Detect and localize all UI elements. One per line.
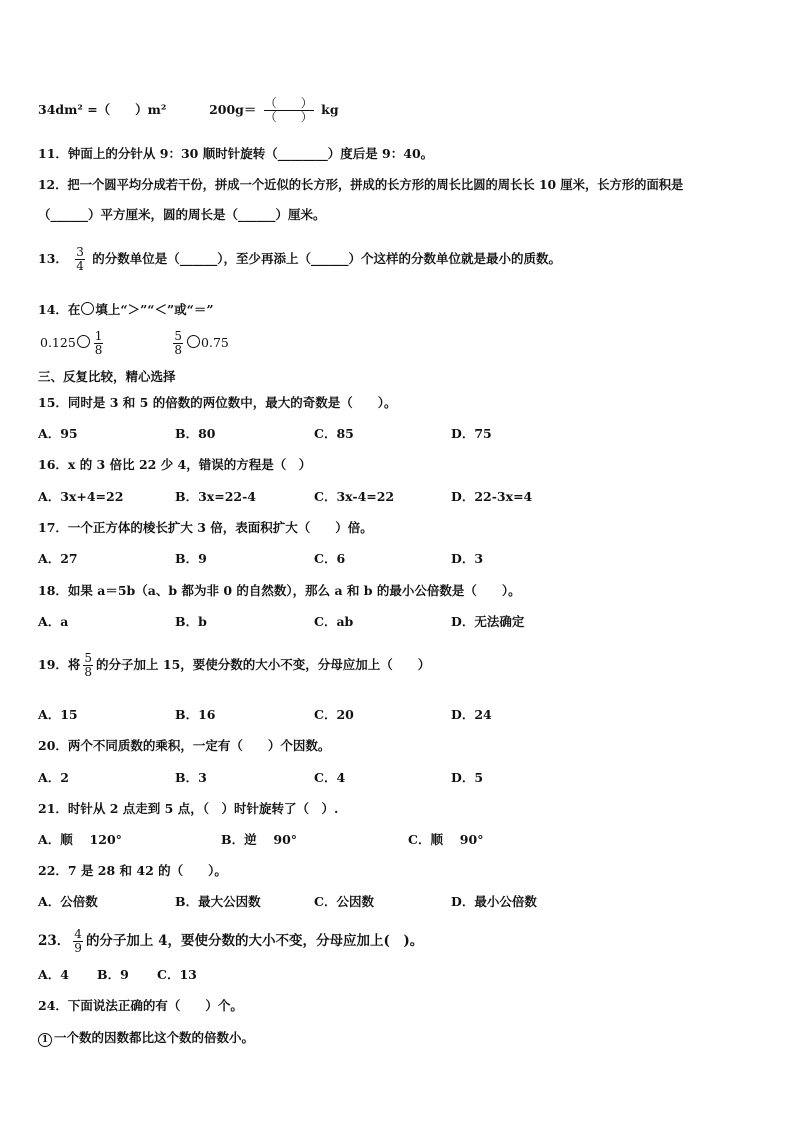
q23-fraction	[73, 928, 83, 955]
q16-option-a[interactable]: A．3x+4=22	[38, 489, 124, 504]
q14-expr1-denominator: 8	[94, 343, 103, 357]
q23-suffix: 的分子加上 4，要使分数的大小不变，分母应加上( )。	[85, 933, 424, 949]
q16-option-c[interactable]: C．3x-4=22	[314, 489, 395, 504]
q22-option-c[interactable]: C．公因数	[314, 894, 374, 909]
q16-option-d[interactable]: D．22-3x=4	[451, 489, 533, 504]
question-13-line	[38, 246, 561, 273]
q13-prefix: 13．	[38, 251, 68, 266]
q18-option-c[interactable]: C．ab	[314, 614, 354, 629]
q17-option-c[interactable]: C．6	[314, 551, 346, 566]
question-21-options	[38, 832, 758, 848]
question-23-line	[38, 928, 423, 955]
question-14-title	[38, 302, 214, 318]
q20-option-b[interactable]: B．3	[175, 770, 207, 785]
question-18: 18．如果 a＝5b（a、b 都为非 0 的自然数），那么 a 和 b 的最小公倍数是（ ）。	[38, 583, 521, 598]
q10-part2-suffix: kg	[321, 102, 339, 117]
q15-option-b[interactable]: B．80	[175, 426, 216, 441]
q14-expr2-denominator: 8	[174, 343, 183, 357]
q14-expr1-left: 0.125	[40, 335, 76, 350]
q13-fraction-numerator: 3	[76, 245, 84, 259]
q19-option-a[interactable]: A．15	[38, 707, 78, 722]
q18-option-b[interactable]: B．b	[175, 614, 207, 629]
question-17: 17．一个正方体的棱长扩大 3 倍，表面积扩大（ ）倍。	[38, 520, 373, 535]
q14-expr1-fraction	[94, 330, 104, 357]
q19-fraction	[83, 652, 93, 679]
question-21: 21．时针从 2 点走到 5 点，（ ）时针旋转了（ ）.	[38, 801, 339, 816]
question-10-line	[38, 97, 339, 124]
q19-option-d[interactable]: D．24	[451, 707, 492, 722]
question-19-line	[38, 652, 430, 679]
question-12-line-1: 12．把一个圆平均分成若干份，拼成一个近似的长方形，拼成的长方形的周长比圆的周长长 10 厘米，长方形的面积是	[38, 177, 684, 192]
q14-title-b: 填上“＞”“＜”或“＝”	[95, 302, 214, 317]
q19-prefix: 19．将	[38, 657, 81, 672]
q14-expr1-numerator: 1	[94, 329, 103, 343]
question-19-options	[38, 707, 758, 723]
q10-fraction-denominator: （ ）	[264, 110, 313, 124]
q21-option-a[interactable]: A．顺 120°	[38, 832, 122, 847]
q20-option-a[interactable]: A．2	[38, 770, 69, 785]
statement-1-text: 一个数的因数都比这个数的倍数小。	[54, 1030, 255, 1045]
q13-fraction	[75, 246, 85, 273]
question-22: 22．7 是 28 和 42 的（ ）。	[38, 863, 227, 878]
question-15: 15．同时是 3 和 5 的倍数的两位数中，最大的奇数是（ ）。	[38, 395, 397, 410]
question-24: 24．下面说法正确的有（ ）个。	[38, 998, 243, 1013]
q14-expr2-numerator: 5	[174, 329, 183, 343]
q15-option-c[interactable]: C．85	[314, 426, 354, 441]
q13-suffix: 的分数单位是（______），至少再添上（______）个这样的分数单位就是最小的质数。	[92, 251, 562, 266]
q17-option-b[interactable]: B．9	[175, 551, 207, 566]
q19-option-b[interactable]: B．16	[175, 707, 216, 722]
q18-option-a[interactable]: A．a	[38, 614, 69, 629]
q10-part2-prefix: 200g＝	[209, 102, 257, 117]
q23-option-b[interactable]: B．9	[97, 967, 129, 982]
question-17-options	[38, 551, 758, 567]
q16-option-b[interactable]: B．3x=22-4	[175, 489, 256, 504]
question-23-options	[38, 967, 338, 983]
question-11: 11．钟面上的分针从 9：30 顺时针旋转（________）度后是 9：40。	[38, 146, 434, 161]
q19-fraction-denominator: 8	[84, 665, 93, 679]
q17-option-a[interactable]: A．27	[38, 551, 78, 566]
q17-option-d[interactable]: D．3	[451, 551, 484, 566]
q13-fraction-denominator: 4	[76, 259, 84, 273]
q23-option-a[interactable]: A．4	[38, 967, 69, 982]
compare-circle-1-icon[interactable]	[77, 335, 90, 348]
section-3-heading: 三、反复比较，精心选择	[38, 369, 176, 384]
question-20-options	[38, 770, 758, 786]
q14-title-a: 14．在	[38, 302, 81, 317]
circled-number-1-icon: 1	[38, 1033, 52, 1047]
q19-suffix: 的分子加上 15，要使分数的大小不变，分母应加上（ ）	[96, 657, 431, 672]
q10-fraction-numerator: （ ）	[264, 96, 313, 110]
q20-option-c[interactable]: C．4	[314, 770, 346, 785]
q14-expr2-fraction	[173, 330, 183, 357]
question-16: 16．x 的 3 倍比 22 少 4，错误的方程是（ ）	[38, 457, 312, 472]
question-15-options	[38, 426, 758, 442]
q10-part1: 34dm² =（ ）m²	[38, 102, 167, 117]
q10-fraction	[264, 97, 314, 124]
q21-option-b[interactable]: B．逆 90°	[221, 832, 298, 847]
q22-option-d[interactable]: D．最小公倍数	[451, 894, 537, 909]
circle-blank-icon	[81, 302, 94, 315]
question-14-expressions	[40, 330, 229, 357]
question-22-options	[38, 894, 758, 910]
question-12-line-2: （______）平方厘米，圆的周长是（______）厘米。	[38, 207, 326, 222]
q23-fraction-numerator: 4	[74, 927, 82, 941]
q21-option-c[interactable]: C．顺 90°	[408, 832, 484, 847]
statement-1	[38, 1030, 254, 1047]
q23-prefix: 23．	[38, 933, 71, 949]
q20-option-d[interactable]: D．5	[451, 770, 484, 785]
q22-option-b[interactable]: B．最大公因数	[175, 894, 261, 909]
q22-option-a[interactable]: A．公倍数	[38, 894, 98, 909]
q18-option-d[interactable]: D．无法确定	[451, 614, 525, 629]
q15-option-a[interactable]: A．95	[38, 426, 78, 441]
q15-option-d[interactable]: D．75	[451, 426, 492, 441]
question-16-options	[38, 489, 758, 505]
question-18-options	[38, 614, 758, 630]
q14-expr2-right: 0.75	[201, 335, 229, 350]
question-20: 20．两个不同质数的乘积，一定有（ ）个因数。	[38, 738, 331, 753]
q19-option-c[interactable]: C．20	[314, 707, 354, 722]
q23-fraction-denominator: 9	[74, 941, 82, 955]
q23-option-c[interactable]: C．13	[157, 967, 197, 982]
q19-fraction-numerator: 5	[84, 651, 93, 665]
compare-circle-2-icon[interactable]	[187, 335, 200, 348]
